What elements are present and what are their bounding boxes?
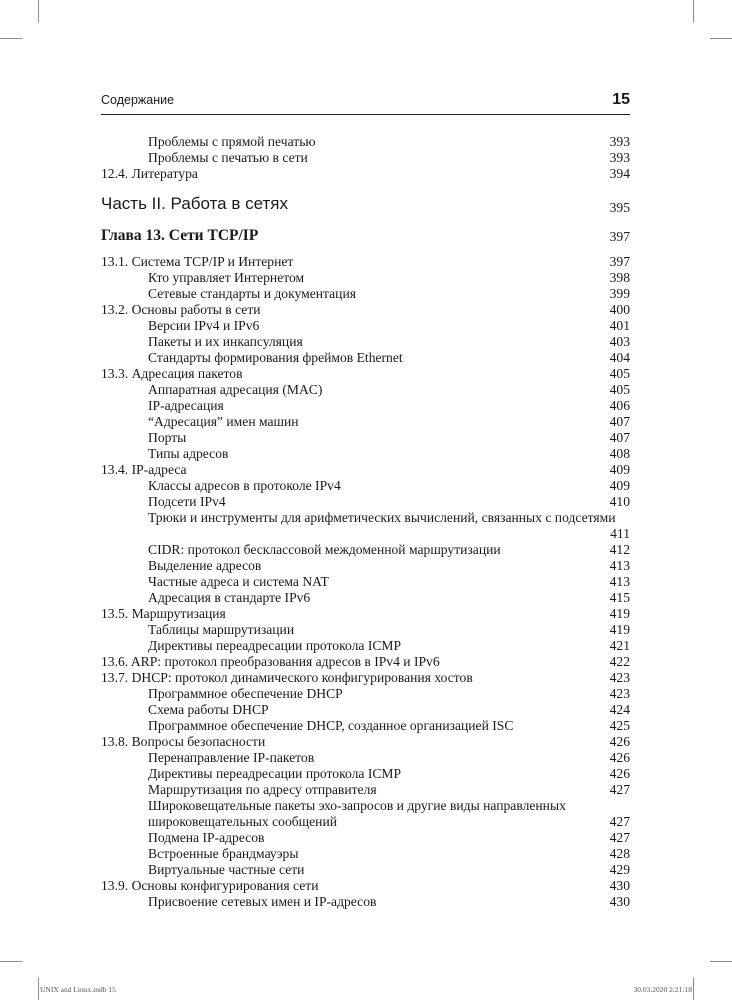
toc-entry-title: 13.8. Вопросы безопасности	[101, 734, 266, 749]
toc-entry-title: Схема работы DHCP	[148, 702, 269, 717]
toc-entry	[101, 382, 630, 398]
crop-mark-bottom-left	[38, 978, 39, 1000]
crop-mark-left-bottom	[0, 961, 22, 962]
toc-entry-page: 401	[609, 318, 630, 333]
toc-entry-page: 400	[609, 302, 630, 317]
toc-entry	[101, 494, 630, 510]
toc-entry	[101, 134, 630, 150]
table-of-contents	[101, 0, 630, 1000]
toc-entry-page: 426	[609, 734, 630, 749]
toc-entry-page: 430	[609, 894, 630, 909]
crop-mark-top-left	[38, 0, 39, 22]
toc-entry	[101, 286, 630, 302]
toc-entry-page: 393	[609, 150, 630, 165]
toc-entry-page: 409	[609, 478, 630, 493]
toc-entry	[101, 398, 630, 414]
toc-entry	[101, 478, 630, 494]
toc-entry	[101, 590, 630, 606]
crop-mark-top-right	[693, 0, 694, 22]
toc-entry-title: Программное обеспечение DHCP	[148, 686, 343, 701]
toc-entry-page: 405	[609, 366, 630, 381]
toc-entry-title: 13.1. Система TCP/IP и Интернет	[101, 254, 294, 269]
toc-entry-page: 393	[609, 134, 630, 149]
crop-mark-right-bottom	[710, 961, 732, 962]
toc-entry-title: Стандарты формирования фреймов Ethernet	[148, 350, 403, 365]
toc-entry-title: Трюки и инструменты для арифметических вычислений, связанных с подсетями	[148, 510, 616, 525]
toc-entry-title: Встроенные брандмауэры	[148, 846, 299, 861]
toc-entry	[101, 878, 630, 894]
toc-entry-title: Широковещательные пакеты эхо-запросов и другие виды направленных широковещательных сообщений	[148, 798, 566, 829]
toc-entry	[101, 830, 630, 846]
toc-entry	[101, 606, 630, 622]
toc-entry-page: 428	[609, 846, 630, 861]
toc-entry	[101, 558, 630, 574]
toc-entry-page: 406	[609, 398, 630, 413]
toc-entry	[101, 638, 630, 654]
toc-entry-page: 427	[609, 782, 630, 797]
toc-entry	[101, 414, 630, 430]
header-page-number: 15	[612, 91, 630, 108]
toc-entry-page: 429	[609, 862, 630, 877]
toc-entry-page: 409	[609, 462, 630, 477]
toc-entry-page: 427	[609, 830, 630, 845]
toc-entry	[101, 718, 630, 734]
toc-entry-title: Маршрутизация по адресу отправителя	[148, 782, 377, 797]
toc-entry-page: 394	[609, 166, 630, 181]
toc-entry-title: Классы адресов в протоколе IPv4	[148, 478, 341, 493]
footer-datetime: 30.03.2020 2:21:18	[633, 985, 692, 994]
toc-entry	[101, 446, 630, 462]
toc-entry-page: 423	[609, 670, 630, 685]
toc-entry	[101, 734, 630, 750]
toc-entry-title: Программное обеспечение DHCP, созданное организацией ISC	[148, 718, 514, 733]
toc-entry	[101, 702, 630, 718]
crop-mark-right-top	[710, 38, 732, 39]
footer-file-name: UNIX and Linux.indb 15	[40, 985, 116, 994]
toc-entry-title: Адресация в стандарте IPv6	[148, 590, 311, 605]
toc-entry-title: Пакеты и их инкапсуляция	[148, 334, 303, 349]
toc-entry	[101, 270, 630, 286]
toc-entry-page: 395	[609, 200, 630, 215]
toc-entry-title: 13.2. Основы работы в сети	[101, 302, 261, 317]
toc-entry-title: Директивы переадресации протокола ICMP	[148, 766, 402, 781]
toc-entry-page: 421	[609, 638, 630, 653]
toc-entry-page: 427	[609, 814, 630, 829]
toc-entry-page: 430	[609, 878, 630, 893]
crop-mark-left-top	[0, 38, 22, 39]
toc-entry-page: 413	[609, 574, 630, 589]
toc-entry	[101, 318, 630, 334]
toc-entry	[101, 194, 630, 215]
toc-entry-page: 426	[609, 750, 630, 765]
toc-entry-page: 419	[609, 606, 630, 621]
toc-entry-title: 12.4. Литература	[101, 166, 198, 181]
toc-entry-title: CIDR: протокол бесклассовой междоменной маршрутизации	[148, 542, 501, 557]
toc-entry-title: IP-адресация	[148, 398, 224, 413]
toc-entry	[101, 846, 630, 862]
toc-entry-title: Выделение адресов	[148, 558, 262, 573]
toc-entry	[101, 862, 630, 878]
toc-entry	[101, 302, 630, 318]
toc-entry-page: 412	[609, 542, 630, 557]
toc-entry-title: Виртуальные частные сети	[148, 862, 305, 877]
toc-entry-page: 419	[609, 622, 630, 637]
toc-entry	[101, 542, 630, 558]
toc-entry-title: Директивы переадресации протокола ICMP	[148, 638, 402, 653]
toc-entry	[101, 166, 630, 182]
toc-entry	[101, 150, 630, 166]
crop-mark-bottom-right	[693, 978, 694, 1000]
toc-entry-title: Типы адресов	[148, 446, 229, 461]
toc-entry	[101, 894, 630, 910]
toc-entry-title: Проблемы с печатью в сети	[148, 150, 308, 165]
toc-entry-page: 425	[609, 718, 630, 733]
toc-entry-page: 408	[609, 446, 630, 461]
toc-entry	[101, 510, 630, 542]
toc-entry	[101, 254, 630, 270]
toc-entry-page: 397	[609, 254, 630, 269]
toc-entry-title: 13.7. DHCP: протокол динамического конфигурирования хостов	[101, 670, 473, 685]
toc-entry-page: 415	[609, 590, 630, 605]
toc-entry-page: 399	[609, 286, 630, 301]
toc-entry-page: 423	[609, 686, 630, 701]
toc-entry-title: Частные адреса и система NAT	[148, 574, 329, 589]
toc-entry	[101, 766, 630, 782]
toc-entry-title: Подсети IPv4	[148, 494, 226, 509]
toc-entry-page: 405	[609, 382, 630, 397]
toc-entry-title: Глава 13. Сети TCP/IP	[101, 227, 259, 244]
toc-entry-title: Часть II. Работа в сетях	[101, 194, 288, 213]
toc-entry-page: 413	[609, 558, 630, 573]
toc-entry	[101, 366, 630, 382]
header-title: Содержание	[101, 93, 175, 107]
toc-entry-title: Перенаправление IP-пакетов	[148, 750, 315, 765]
toc-entry-page: 410	[609, 494, 630, 509]
toc-entry-title: Таблицы маршрутизации	[148, 622, 295, 637]
toc-entry-title: Кто управляет Интернетом	[148, 270, 305, 285]
toc-entry-title: Сетевые стандарты и документация	[148, 286, 356, 301]
toc-entry	[101, 686, 630, 702]
toc-entry	[101, 334, 630, 350]
toc-entry-page: 403	[609, 334, 630, 349]
toc-entry	[101, 750, 630, 766]
toc-entry	[101, 798, 630, 830]
toc-entry-title: Аппаратная адресация (MAC)	[148, 382, 323, 397]
toc-entry-title: Версии IPv4 и IPv6	[148, 318, 260, 333]
toc-entry-page: 407	[609, 430, 630, 445]
toc-entry-page: 424	[609, 702, 630, 717]
toc-entry-page: 398	[609, 270, 630, 285]
toc-entry	[101, 670, 630, 686]
toc-entry	[101, 350, 630, 366]
toc-entry	[101, 654, 630, 670]
toc-entry-title: Подмена IP-адресов	[148, 830, 265, 845]
toc-entry	[101, 462, 630, 478]
toc-entry-page: 426	[609, 766, 630, 781]
toc-entry	[101, 622, 630, 638]
toc-entry-page: 407	[609, 414, 630, 429]
toc-entry-title: Порты	[148, 430, 187, 445]
toc-entry-title: Проблемы с прямой печатью	[148, 134, 316, 149]
toc-entry	[101, 782, 630, 798]
toc-entry-title: “Адресация” имен машин	[148, 414, 299, 429]
toc-entry-page: 422	[609, 654, 630, 669]
toc-entry	[101, 228, 630, 244]
toc-entry-title: 13.6. ARP: протокол преобразования адресов в IPv4 и IPv6	[101, 654, 440, 669]
toc-entry	[101, 574, 630, 590]
toc-entry-title: 13.5. Маршрутизация	[101, 606, 226, 621]
toc-entry-title: 13.3. Адресация пакетов	[101, 366, 243, 381]
toc-entry	[101, 430, 630, 446]
toc-entry-page: 404	[609, 350, 630, 365]
toc-entry-page: 411	[610, 526, 630, 541]
toc-entry-title: 13.9. Основы конфигурирования сети	[101, 878, 319, 893]
toc-entry-page: 397	[609, 229, 630, 244]
toc-entry-title: Присвоение сетевых имен и IP-адресов	[148, 894, 377, 909]
toc-entry-title: 13.4. IP-адреса	[101, 462, 187, 477]
